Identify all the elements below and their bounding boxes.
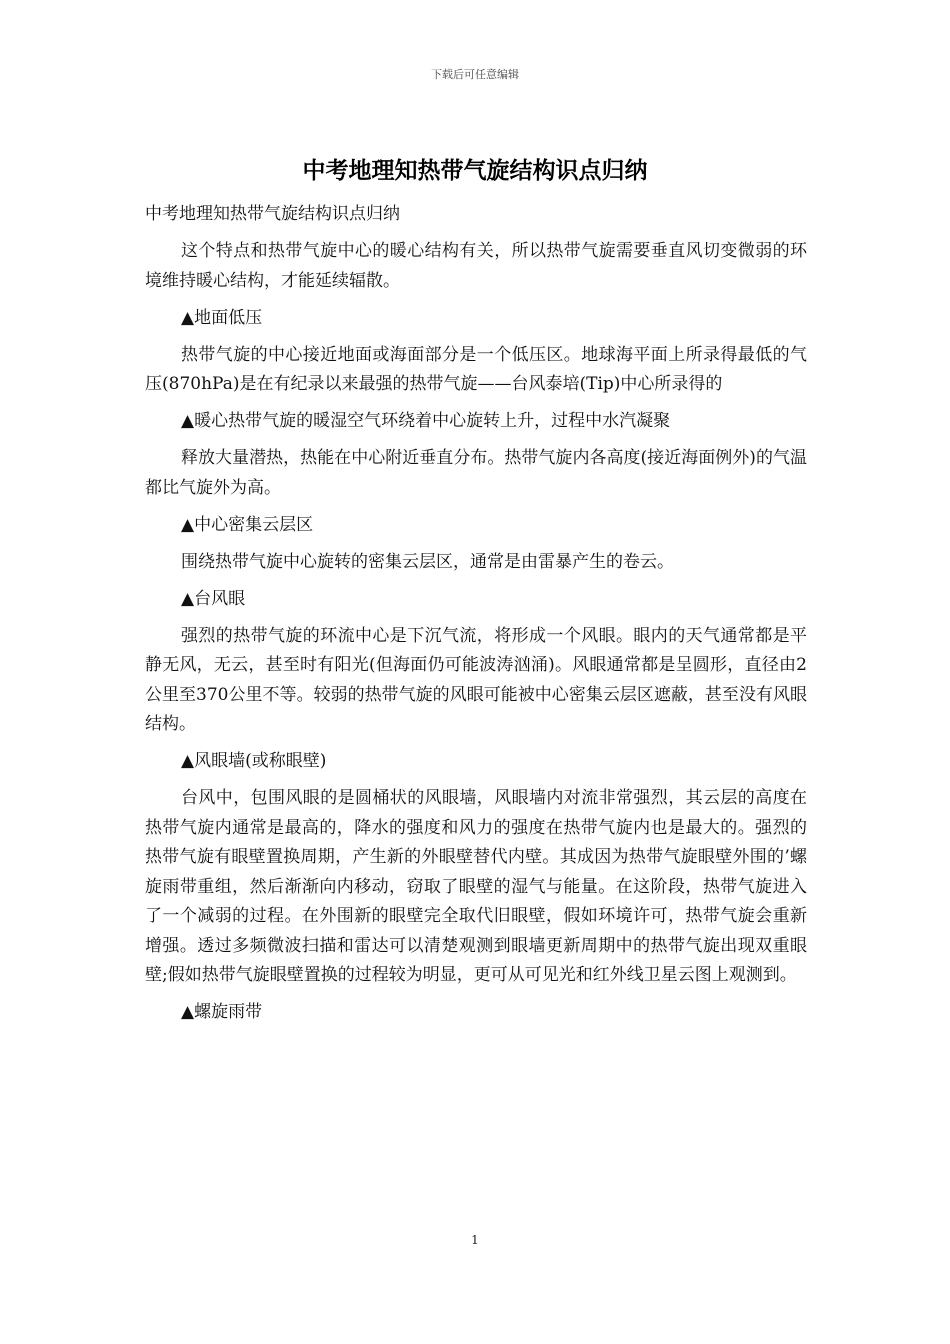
section-heading-surface-low-pressure: ▲地面低压 bbox=[181, 307, 263, 328]
body-paragraph: 台风中，包围风眼的是圆桶状的风眼墙，风眼墙内对流非常强烈，其云层的高度在热带气旋内通常是最高的，降水的强度和风力的强度在热带气旋内也是最大的。强烈的热带气旋有眼壁置换周期，产生新的外眼壁替代内壁。其成因为热带气旋眼壁外围的’螺旋雨带重组，然后渐渐向内移动，窃取了眼壁的湿气与能量。在这阶段，热带气旋进入了一个减弱的过程。在外围新的眼壁完全取代旧眼壁，假如环境许可，热带气旋会重新增强。透过多频微波扫描和雷达可以清楚观测到眼墙更新周期中的热带气旋出现双重眼壁;假如热带气旋眼壁置换的过程较为明显，更可从可见光和红外线卫星云图上观测到。 bbox=[145, 788, 807, 985]
section-heading-central-dense-overcast: ▲中心密集云层区 bbox=[181, 514, 314, 535]
page-number: 1 bbox=[471, 1233, 479, 1247]
section-heading-rainbands: ▲螺旋雨带 bbox=[181, 1002, 263, 1022]
body-paragraph: 围绕热带气旋中心旋转的密集云层区，通常是由雷暴产生的卷云。 bbox=[181, 551, 674, 572]
header-note: 下载后可任意编辑 bbox=[431, 68, 519, 81]
section-heading-eye: ▲台风眼 bbox=[181, 588, 246, 609]
body-paragraph: 热带气旋的中心接近地面或海面部分是一个低压区。地球海平面上所录得最低的气压(870hPa)是在有纪录以来最强的热带气旋——台风泰培(Tip)中心所录得的 bbox=[145, 344, 807, 394]
body-paragraph: 强烈的热带气旋的环流中心是下沉气流，将形成一个风眼。眼内的天气通常都是平静无风，无云，甚至时有阳光(但海面仍可能波涛汹涌)。风眼通常都是呈圆形，直径由2公里至370公里不等。较弱的热带气旋的风眼可能被中心密集云层区遮蔽，甚至没有风眼结构。 bbox=[145, 625, 807, 734]
document-body bbox=[145, 200, 807, 1035]
section-heading-eyewall: ▲风眼墙(或称眼壁) bbox=[181, 751, 327, 771]
body-paragraph: 释放大量潜热，热能在中心附近垂直分布。热带气旋内各高度(接近海面例外)的气温都比气旋外为高。 bbox=[145, 448, 807, 498]
document-title: 中考地理知热带气旋结构识点归纳 bbox=[302, 158, 648, 184]
section-heading-warm-core: ▲暖心热带气旋的暖湿空气环绕着中心旋转上升，过程中水汽凝聚 bbox=[181, 411, 671, 431]
body-paragraph: 这个特点和热带气旋中心的暖心结构有关，所以热带气旋需要垂直风切变微弱的环境维持暖心结构，才能延续辐散。 bbox=[145, 241, 807, 291]
lead-paragraph: 中考地理知热带气旋结构识点归纳 bbox=[145, 204, 400, 224]
